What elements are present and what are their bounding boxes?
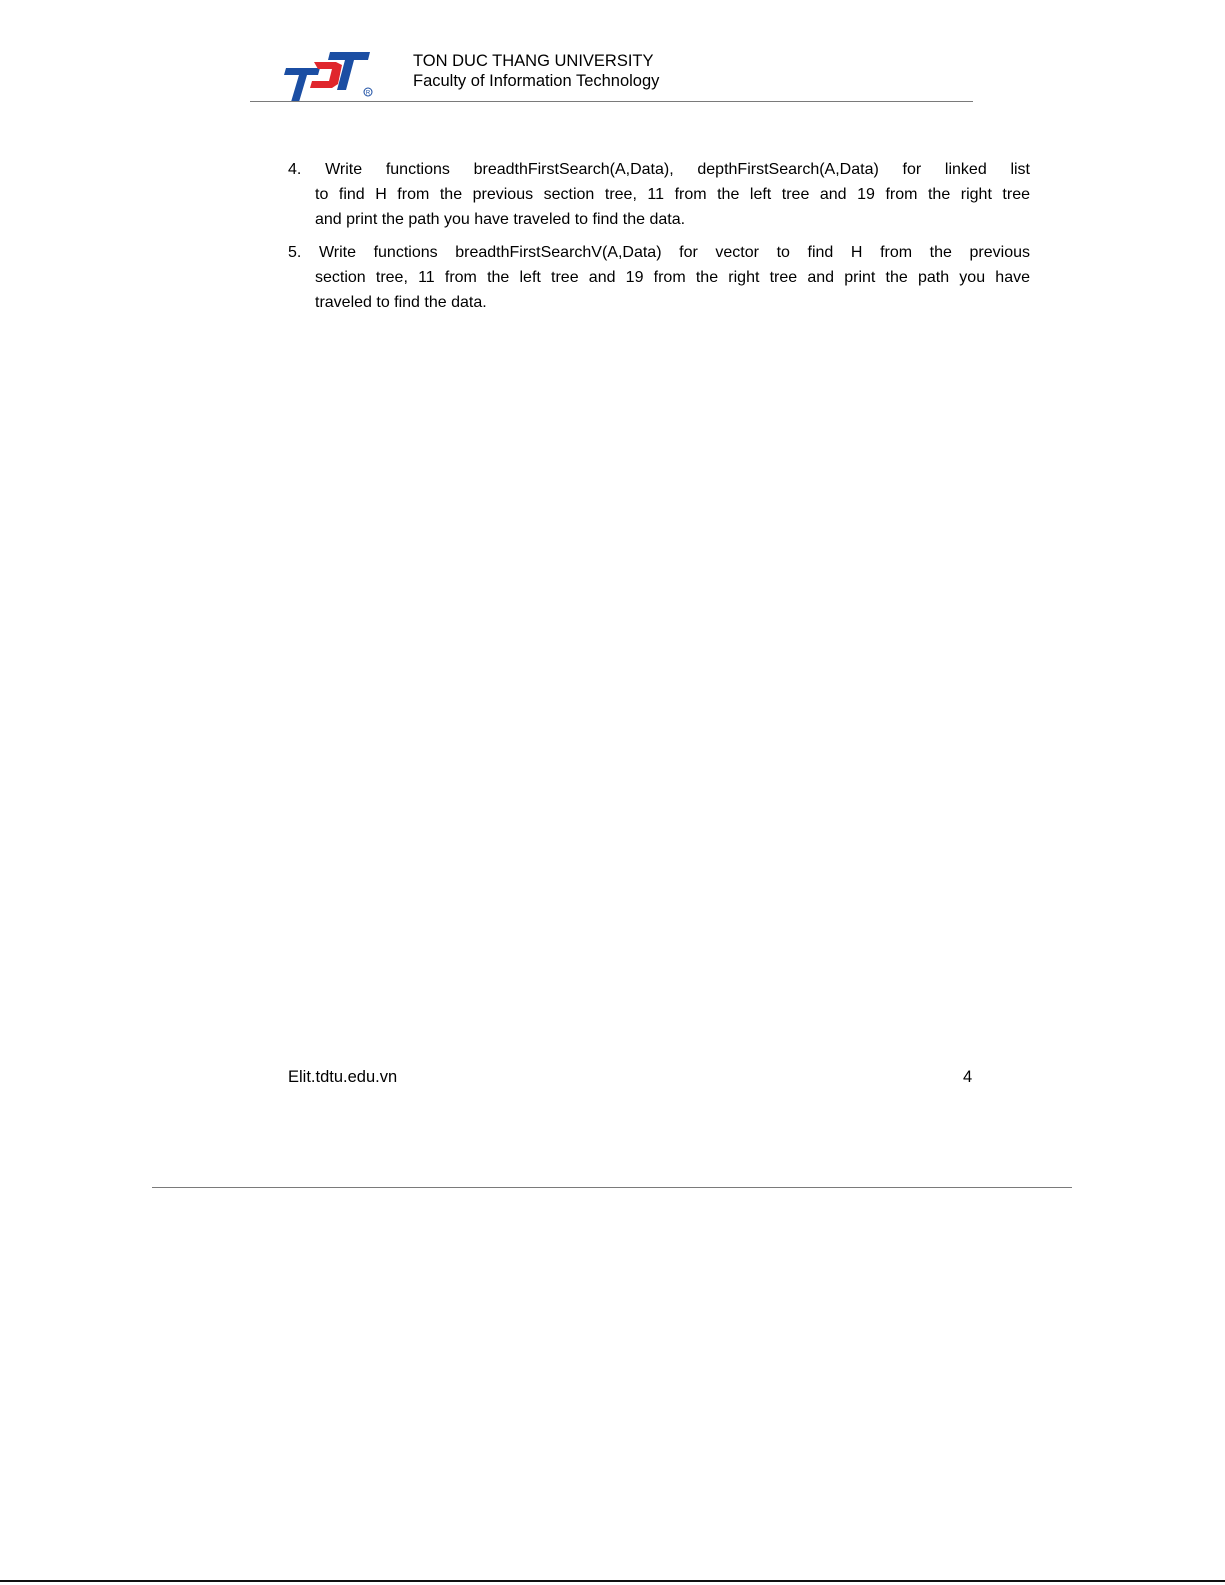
footer-website: Elit.tdtu.edu.vn (288, 1068, 398, 1086)
page-bottom-edge (0, 1580, 1225, 1582)
page-header (250, 40, 973, 102)
svg-text:R: R (365, 90, 371, 97)
exercise-item-5 (288, 240, 1030, 315)
exercise-line: and print the path you have traveled to find the data. (315, 211, 686, 228)
exercise-line: 5. Write functions breadthFirstSearchV(A,Data) for vector to find H from the previous (288, 244, 1030, 261)
exercise-line: to find H from the previous section tree, 11 from the left tree and 19 from the right tree (315, 186, 1030, 203)
exercise-line: section tree, 11 from the left tree and 19 from the right tree and print the path you have (315, 269, 1030, 286)
exercise-line: 4. Write functions breadthFirstSearch(A,Data), depthFirstSearch(A,Data) for linked list (288, 161, 1030, 178)
page-divider (152, 1187, 1072, 1188)
university-name: TON DUC THANG UNIVERSITY (413, 52, 654, 70)
tdt-logo (280, 50, 380, 102)
exercise-line: traveled to find the data. (315, 294, 487, 311)
faculty-name: Faculty of Information Technology (413, 72, 660, 90)
footer-page-number: 4 (963, 1068, 973, 1086)
exercise-list (288, 157, 1030, 323)
exercise-item-4 (288, 157, 1030, 232)
header-divider (250, 101, 973, 102)
